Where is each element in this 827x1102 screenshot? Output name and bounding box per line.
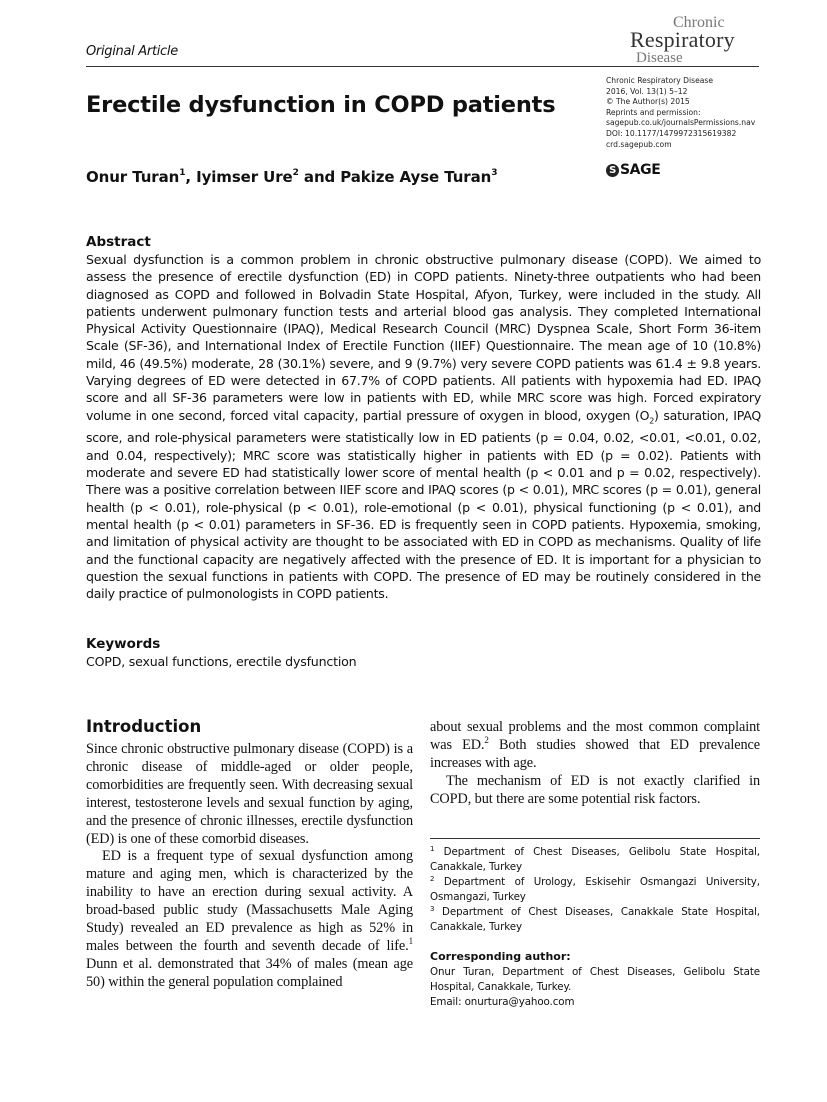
article-title: Erectile dysfunction in COPD patients	[86, 92, 556, 118]
paragraph-text: Dunn et al. demonstrated that 34% of males (mean age 50) within the general population complained	[86, 955, 413, 990]
logo-line-respiratory: Respiratory	[630, 27, 735, 52]
keywords-list: COPD, sexual functions, erectile dysfunction	[86, 654, 357, 669]
abstract-part-2: ) saturation, IPAQ score, and role-physical parameters were statistically low in ED patients (p = 0.04, 0.02, <0.01, <0.01, 0.02, and 0.04, respectively); MRC score was statistically higher in patients with ED (p = 0.02). Patients with moderate and severe ED had statistically lower score of mental health (p < 0.01 and p = 0.02, respectively). There was a positive correlation between IIEF score and IPAQ scores (p < 0.01), MRC scores (p = 0.01), general health (p < 0.01), role-physical (p < 0.01), role-emotional (p < 0.01), physical functioning (p < 0.01), and mental health (p < 0.01) parameters in SF-36. ED is frequently seen in COPD patients. Hypoxemia, smoking, and limitation of physical activity are thought to be associated with ED in COPD as mechanisms. Quality of life and the functional capacity are negatively affected with the presence of ED. It is important for a physician to question the sexual functions in patients with COPD. The presence of ED may be routinely considered in the daily practice of pulmonologists in COPD patients.	[86, 407, 761, 602]
logo-line-disease: Disease	[636, 50, 683, 66]
citation-info: 2016, Vol. 13(1) 5–12	[606, 86, 688, 96]
affiliation-number: 1	[430, 845, 435, 853]
keywords-heading: Keywords	[86, 636, 161, 652]
subscript: 2	[649, 416, 655, 426]
logo-line-chronic: Chronic	[673, 14, 725, 31]
reprints-link[interactable]: sagepub.co.uk/journalsPermissions.nav	[606, 118, 756, 128]
publisher-logo	[606, 162, 660, 178]
paragraph-text: ED is a frequent type of sexual dysfunction among mature and aging men, which is characterized by the inability to have an erection during sexual activity. A broad-based public study (Massachusetts Male Aging Study) revealed an ED prevalence as high as 52% in males between the fourth and seventh decade of life.	[86, 848, 413, 954]
affiliation-text: Department of Urology, Eskisehir Osmangazi University, Osmangazi, Turkey	[430, 876, 760, 903]
body-column-left	[86, 741, 413, 992]
affiliation-marker: 1	[179, 168, 186, 178]
affiliation-item	[430, 845, 760, 875]
paragraph	[430, 719, 760, 773]
reprints-label: Reprints and permission:	[606, 107, 701, 117]
author-name: Onur Turan	[86, 168, 180, 186]
reference-marker[interactable]: 1	[408, 935, 413, 946]
paragraph: The mechanism of ED is not exactly clarified in COPD, but there are some potential risk factors.	[430, 772, 760, 807]
abstract-heading: Abstract	[86, 234, 151, 250]
paragraph-text: about sexual problems and the most common complaint was ED.	[430, 719, 760, 753]
corresponding-author-address: Onur Turan, Department of Chest Diseases, Gelibolu State Hospital, Canakkale, Turkey.	[430, 966, 760, 993]
affiliation-number: 3	[430, 905, 435, 913]
author-separator: ,	[185, 168, 197, 186]
author-list	[86, 168, 497, 186]
author-name: Pakize Ayse Turan	[340, 168, 492, 186]
affiliation-marker: 3	[491, 168, 498, 178]
article-type-label: Original Article	[86, 44, 178, 59]
affiliation-text: Department of Chest Diseases, Canakkale State Hospital, Canakkale, Turkey	[430, 906, 760, 933]
journal-meta	[606, 76, 755, 150]
introduction-heading: Introduction	[86, 717, 202, 736]
affiliation-item	[430, 875, 760, 905]
footnote-divider	[430, 838, 760, 839]
publisher-name: SAGE	[620, 162, 661, 178]
paragraph	[86, 848, 413, 991]
affiliation-item	[430, 905, 760, 935]
affiliation-marker: 2	[292, 168, 299, 178]
paragraph: Since chronic obstructive pulmonary disease (COPD) is a chronic disease of middle-aged or older people, comorbidities are frequently seen. With decreasing sexual interest, testosterone levels and sexual function by aging, and the presence of chronic illnesses, erectile dysfunction (ED) is one of these comorbid diseases.	[86, 741, 413, 847]
abstract-part-1: Sexual dysfunction is a common problem in chronic obstructive pulmonary disease (COPD). We aimed to assess the presence of erectile dysfunction (ED) in COPD patients. Ninety-three outpatients who had been diagnosed as COPD and followed in Bolvadin State Hospital, Afyon, Turkey, were included in the study. All patients underwent pulmonary function tests and arterial blood gas analysis. They completed International Physical Activity Questionnaire (IPAQ), Medical Research Council (MRC) Dyspnea Scale, Short Form 36-item Scale (SF-36), and International Index of Erectile Function (IIEF) Questionnaire. The mean age of 10 (10.8%) mild, 46 (49.5%) moderate, 28 (30.1%) severe, and 9 (9.7%) very severe COPD patients was 61.4 ± 9.8 years. Varying degrees of ED were detected in 67.7% of COPD patients. All patients with hypoxemia had ED. IPAQ score and all SF-36 parameters were low in patients with ED, while MRC score was high. Forced expiratory volume in one second, forced vital capacity, partial pressure of oxygen in blood, oxygen (O	[86, 252, 761, 423]
corresponding-author-details	[430, 965, 760, 1010]
journal-site-link[interactable]: crd.sagepub.com	[606, 139, 672, 149]
affiliation-number: 2	[430, 875, 435, 883]
doi-link[interactable]: DOI: 10.1177/1479972315619382	[606, 128, 737, 138]
author-name: Iyimser Ure	[196, 168, 293, 186]
journal-logo	[630, 14, 765, 66]
paragraph-text: Both studies showed that ED prevalence increases with age.	[430, 736, 760, 771]
sage-s-icon: S	[606, 164, 619, 177]
copyright: © The Author(s) 2015	[606, 97, 690, 107]
body-column-right	[430, 719, 760, 809]
journal-name: Chronic Respiratory Disease	[606, 76, 714, 85]
corresponding-author-email[interactable]: Email: onurtura@yahoo.com	[430, 996, 575, 1008]
corresponding-author-heading: Corresponding author:	[430, 950, 571, 963]
affiliations	[430, 845, 760, 935]
reference-marker[interactable]: 2	[484, 734, 489, 745]
author-separator: and	[298, 168, 341, 186]
abstract-text	[86, 251, 761, 602]
affiliation-text: Department of Chest Diseases, Gelibolu State Hospital, Canakkale, Turkey	[430, 846, 760, 873]
